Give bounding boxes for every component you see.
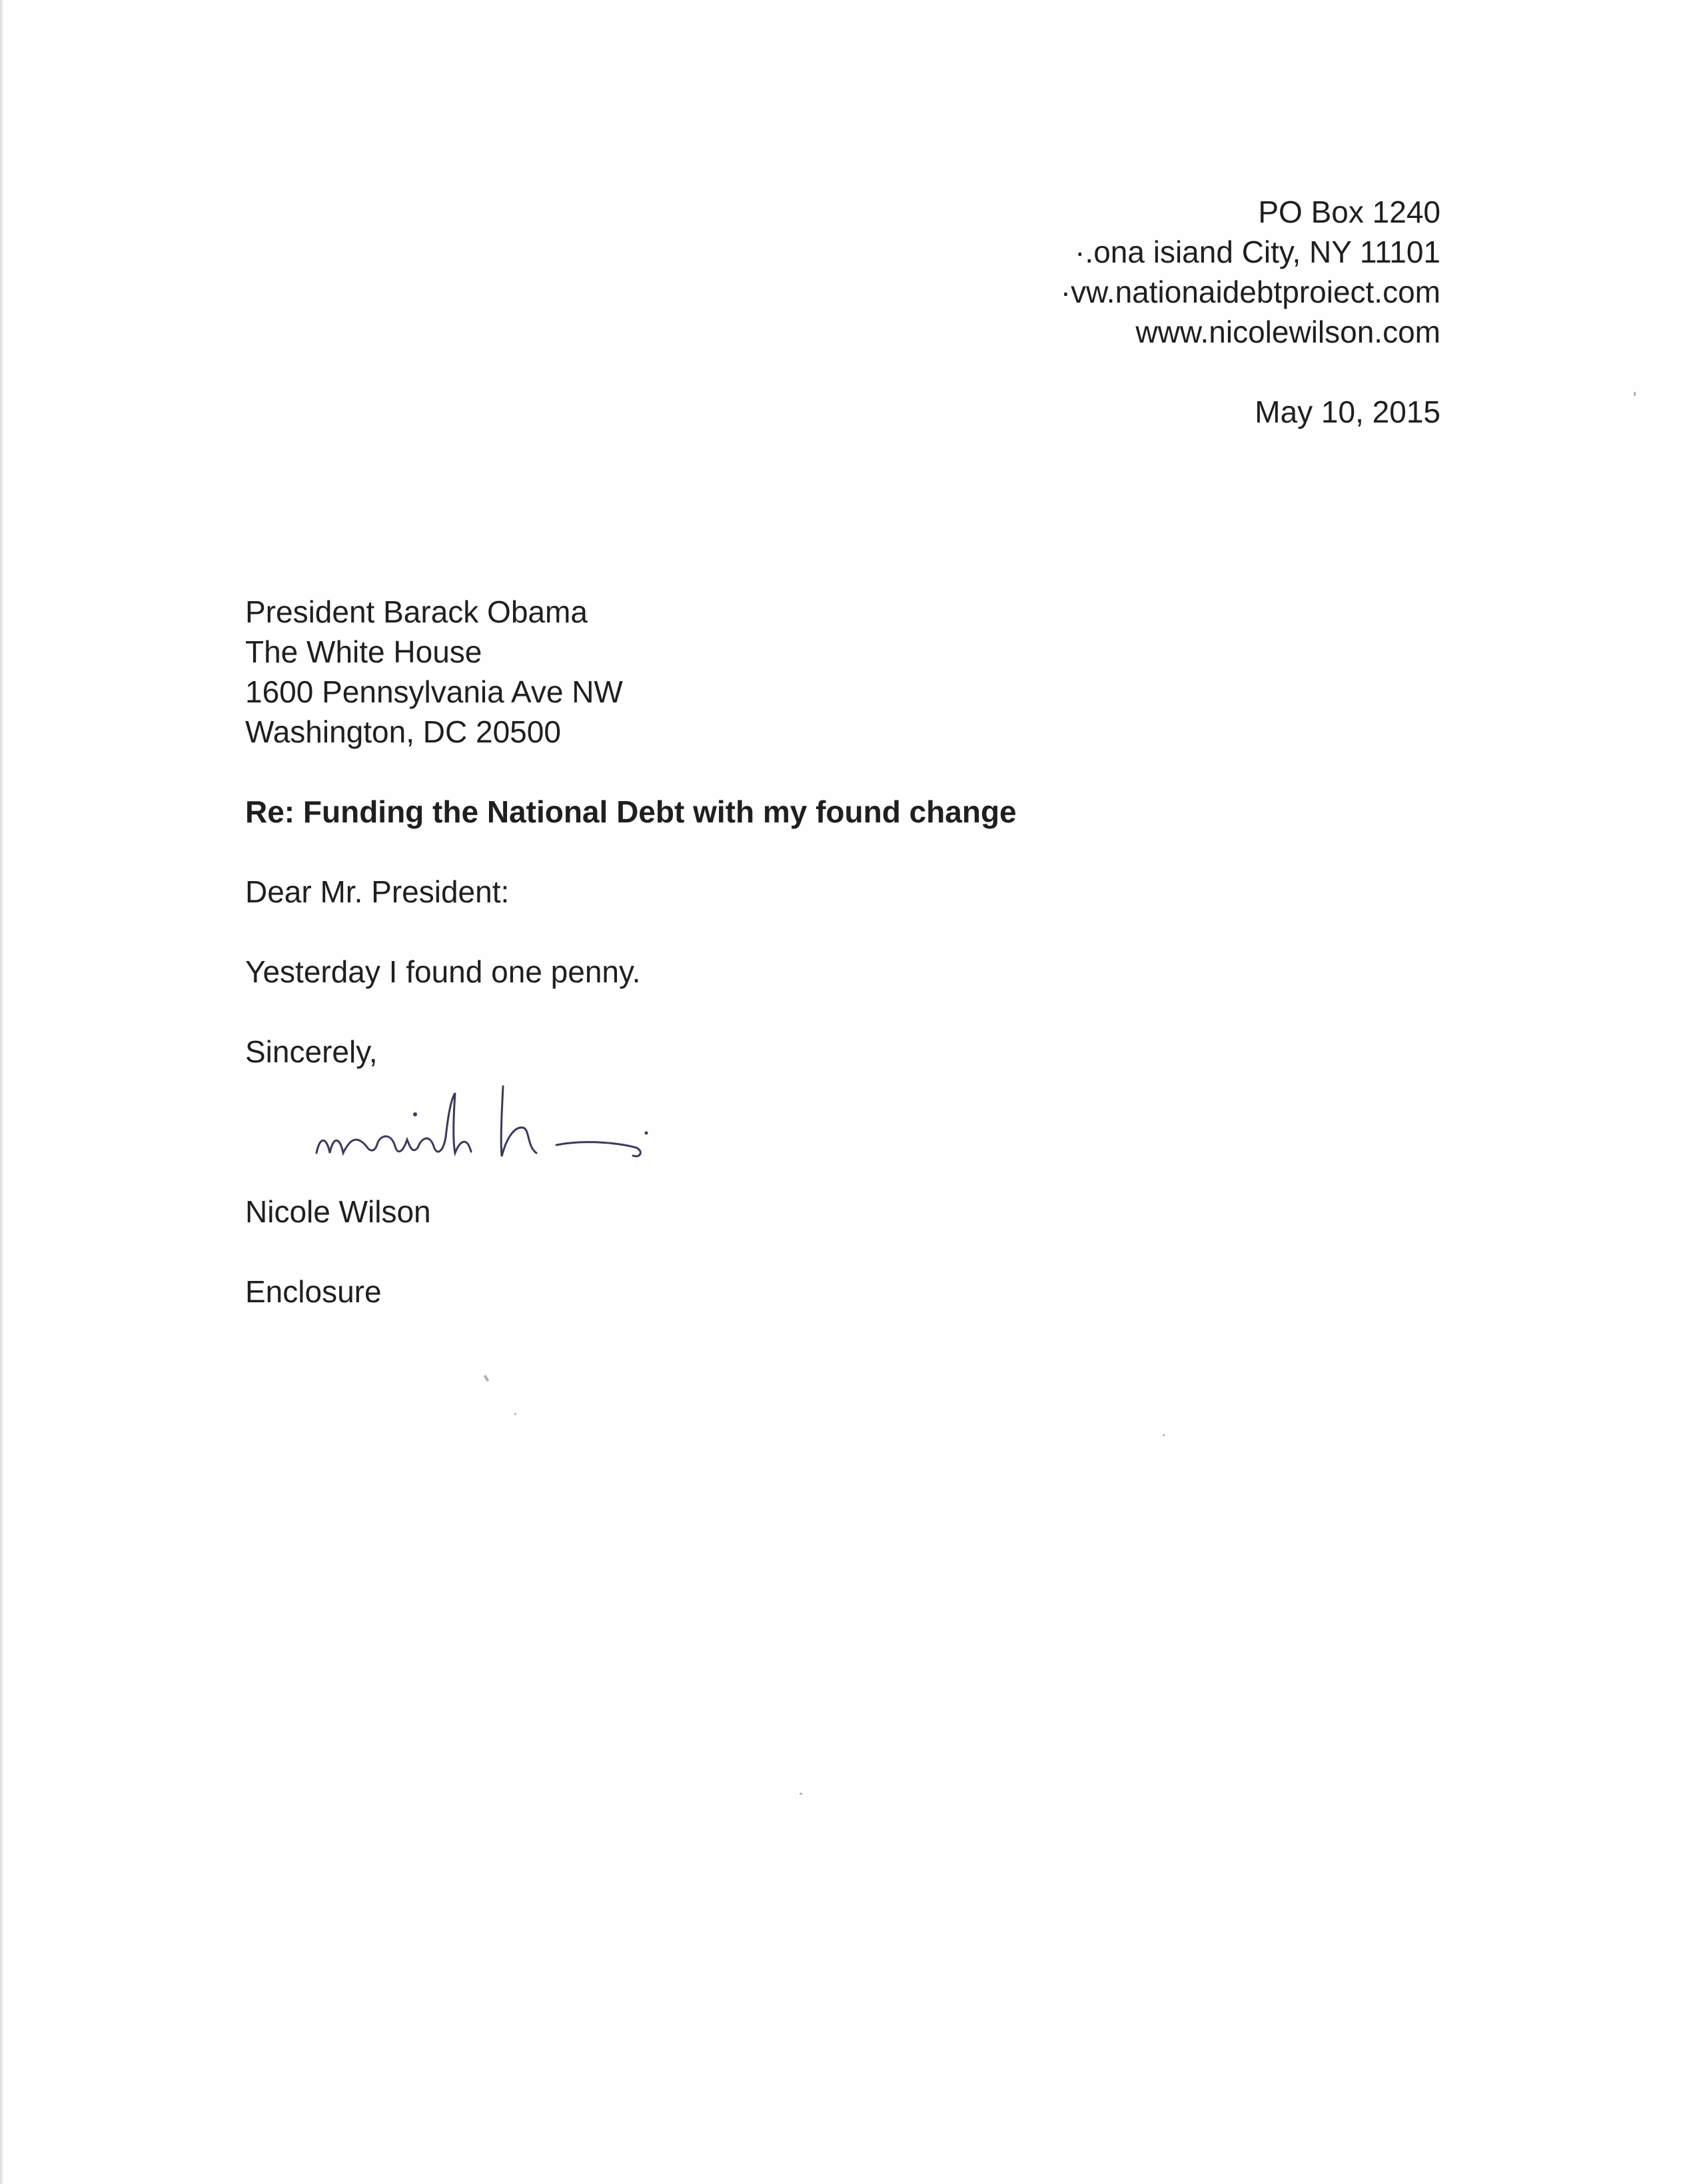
recipient-name: President Barack Obama <box>245 594 588 629</box>
scan-speck <box>514 1413 516 1415</box>
signer-name: Nicole Wilson <box>245 1194 431 1229</box>
scan-speck <box>1163 1434 1165 1436</box>
closing: Sincerely, <box>245 1034 378 1069</box>
scan-speck <box>1634 392 1636 396</box>
letter-date: May 10, 2015 <box>1255 395 1440 429</box>
recipient-city: Washington, DC 20500 <box>245 714 561 749</box>
enclosure-note: Enclosure <box>245 1274 382 1309</box>
subject-line: Re: Funding the National Debt with my found change <box>245 794 1017 829</box>
sender-website-2: www.nicolewilson.com <box>1135 315 1440 349</box>
scan-speck <box>800 1793 802 1795</box>
sender-website-1: ·vw.nationaidebtproiect.com <box>1060 275 1440 309</box>
sender-po-box: PO Box 1240 <box>1258 195 1440 229</box>
scan-speck <box>484 1375 489 1382</box>
scan-edge <box>0 0 4 2184</box>
sender-city-line: ·.ona isiand City, NY 11101 <box>1075 235 1440 269</box>
recipient-org: The White House <box>245 634 482 669</box>
salutation: Dear Mr. President: <box>245 874 510 909</box>
recipient-street: 1600 Pennsylvania Ave NW <box>245 674 623 709</box>
handwritten-signature <box>303 1073 690 1180</box>
body-text: Yesterday I found one penny. <box>245 954 641 989</box>
